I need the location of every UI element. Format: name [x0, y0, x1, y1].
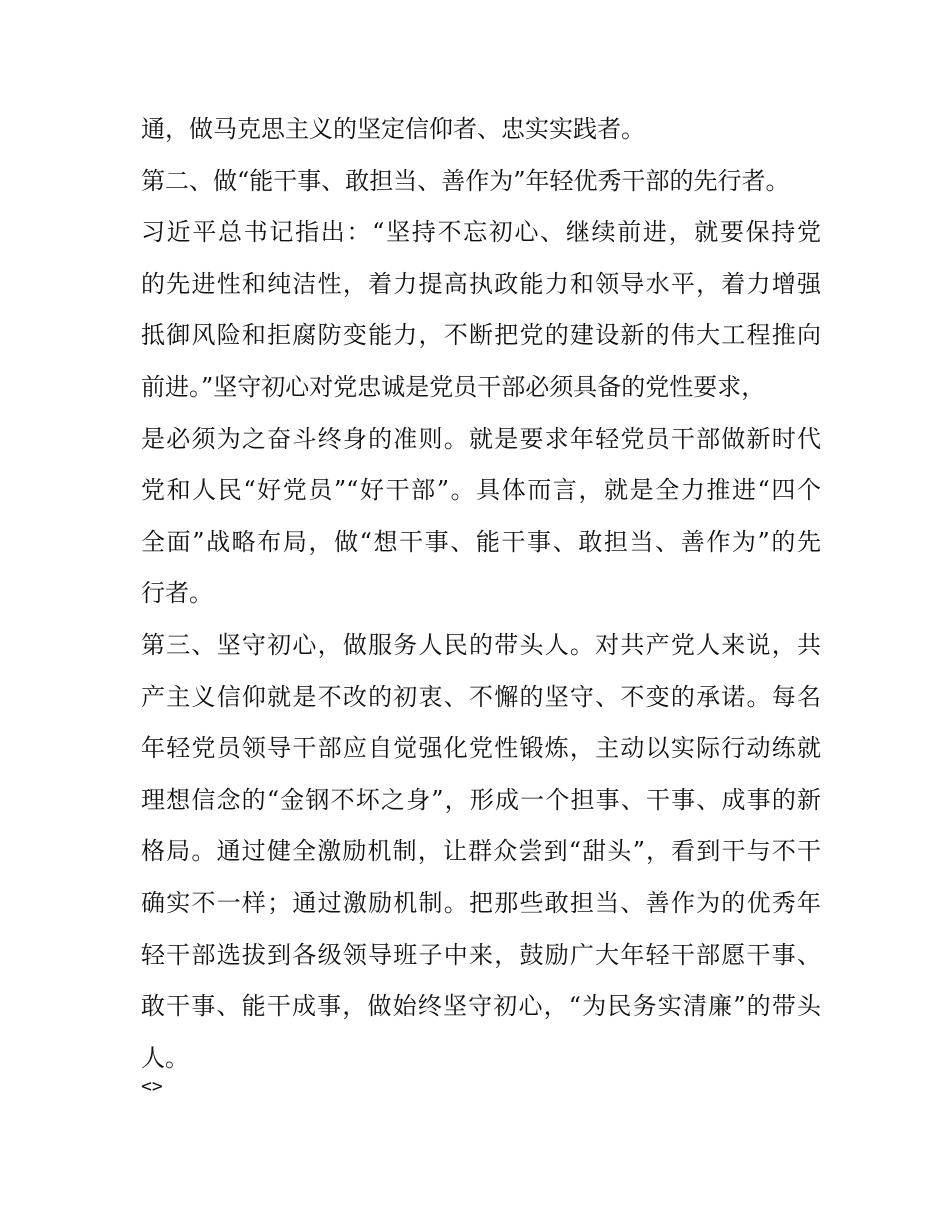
text-line-18: 敢干事、能干成事，做始终坚守初心，“为民务实清廉”的带头: [141, 992, 821, 1021]
end-marker: <>: [141, 1076, 163, 1097]
text-line-15: 格局。通过健全激励机制，让群众尝到“甜头”，看到干与不干: [141, 837, 821, 866]
text-line-6: 前进。”坚守初心对党忠诚是党员干部必须具备的党性要求，: [141, 372, 766, 401]
text-line-17: 轻干部选拔到各级领导班子中来，鼓励广大年轻干部愿干事、: [141, 940, 821, 969]
text-line-8: 党和人民“好党员”“好干部”。具体而言，就是全力推进“四个: [141, 476, 821, 505]
text-line-4: 的先进性和纯洁性，着力提高执政能力和领导水平，着力增强: [141, 269, 821, 298]
text-line-16: 确实不一样；通过激励机制。把那些敢担当、善作为的优秀年: [141, 888, 821, 917]
body-text: [141, 104, 821, 1084]
text-line-12: 产主义信仰就是不改的初衷、不懈的坚守、不变的承诺。每名: [141, 682, 821, 711]
text-line-5: 抵御风险和拒腐防变能力，不断把党的建设新的伟大工程推向: [141, 321, 821, 350]
text-line-11: 第三、坚守初心，做服务人民的带头人。对共产党人来说，共: [141, 630, 821, 659]
text-line-10: 行者。: [141, 579, 213, 608]
text-line-7: 是必须为之奋斗终身的准则。就是要求年轻党员干部做新时代: [141, 424, 821, 453]
text-line-14: 理想信念的“金钢不坏之身”，形成一个担事、干事、成事的新: [141, 785, 821, 814]
text-line-13: 年轻党员领导干部应自觉强化党性锻炼，主动以实际行动练就: [141, 734, 821, 763]
text-line-9: 全面”战略布局，做“想干事、能干事、敢担当、善作为”的先: [141, 527, 821, 556]
text-line-3: 习近平总书记指出：“坚持不忘初心、继续前进，就要保持党: [141, 218, 821, 247]
text-line-19: 人。: [141, 1043, 189, 1072]
text-line-2: 第二、做“能干事、敢担当、善作为”年轻优秀干部的先行者。: [141, 166, 790, 195]
text-line-1: 通，做马克思主义的坚定信仰者、忠实实践者。: [141, 115, 645, 143]
